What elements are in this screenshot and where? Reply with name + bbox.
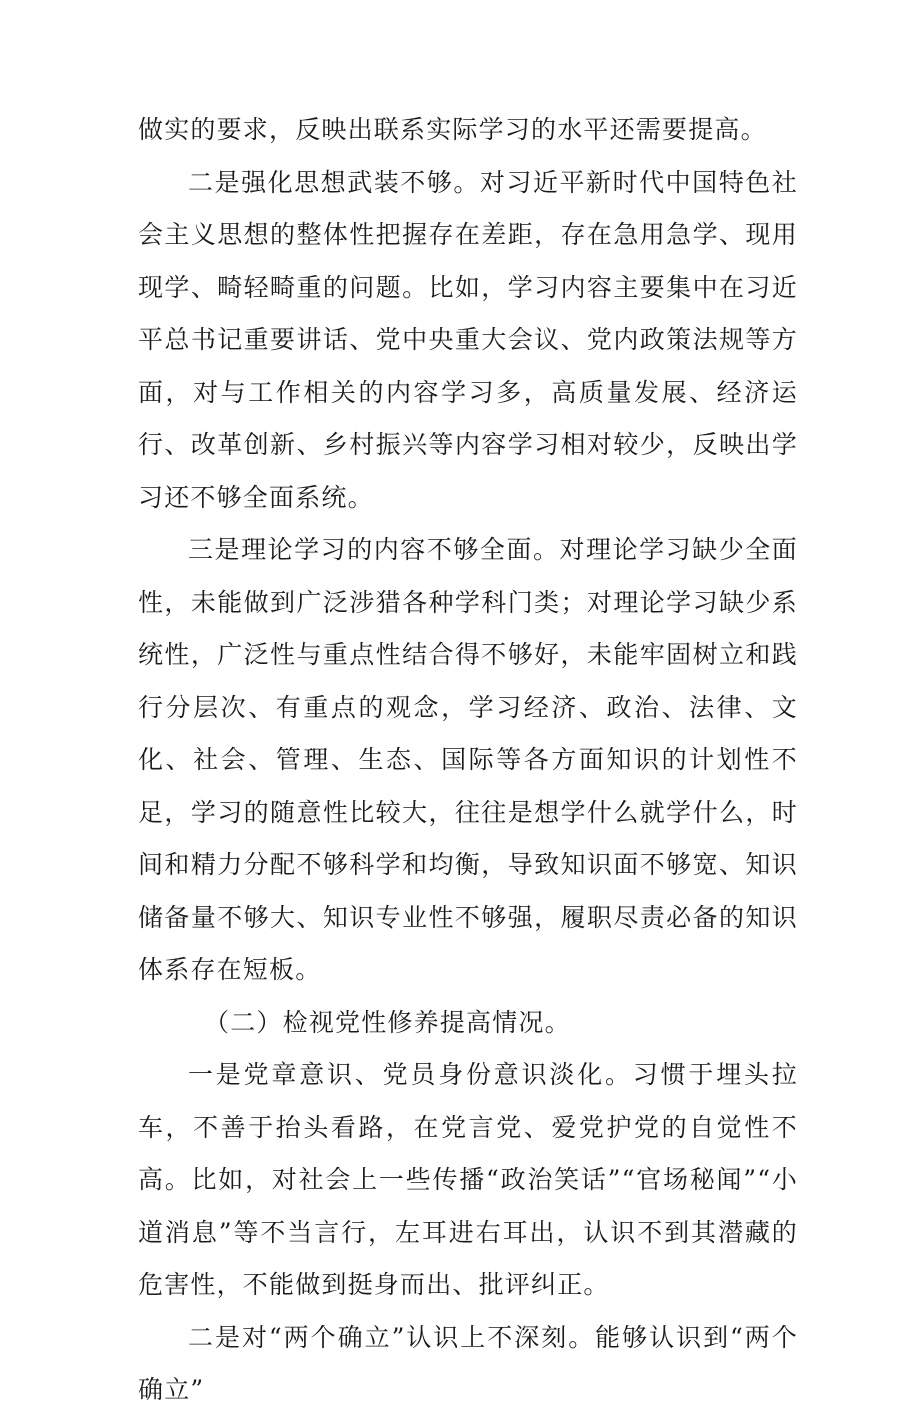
paragraph-point-one-party: 一是党章意识、党员身份意识淡化。习惯于埋头拉车，不善于抬头看路，在党言党、爱党护党的自觉性不高。比如，对社会上一些传播“政治笑话”“官场秘闻”“小道消息”等不当言行，左耳进右耳出，认识不到其潜藏的危害性，不能做到挺身而出、批评纠正。: [138, 1060, 798, 1299]
paragraph-point-two-party: 二是对“两个确立”认识上不深刻。能够认识到“两个确立”: [138, 1322, 798, 1404]
section-heading: （二）检视党性修养提高情况。: [204, 1007, 571, 1037]
document-body: [138, 104, 798, 1417]
paragraph-continuation: 做实的要求，反映出联系实际学习的水平还需要提高。: [138, 115, 767, 144]
paragraph-point-three-study: 三是理论学习的内容不够全面。对理论学习缺少全面性，未能做到广泛涉猎各种学科门类；对理论学习缺少系统性，广泛性与重点性结合得不够好，未能牢固树立和践行分层次、有重点的观念，学习经济、政治、法律、文化、社会、管理、生态、国际等各方面知识的计划性不足，学习的随意性比较大，往往是想学什么就学什么，时间和精力分配不够科学和均衡，导致知识面不够宽、知识储备量不够大、知识专业性不够强，履职尽责必备的知识体系存在短板。: [138, 535, 798, 984]
paragraph-point-two-study: 二是强化思想武装不够。对习近平新时代中国特色社会主义思想的整体性把握存在差距，存在急用急学、现用现学、畸轻畸重的问题。比如，学习内容主要集中在习近平总书记重要讲话、党中央重大会议、党内政策法规等方面，对与工作相关的内容学习多，高质量发展、经济运行、改革创新、乡村振兴等内容学习相对较少，反映出学习还不够全面系统。: [138, 167, 798, 512]
